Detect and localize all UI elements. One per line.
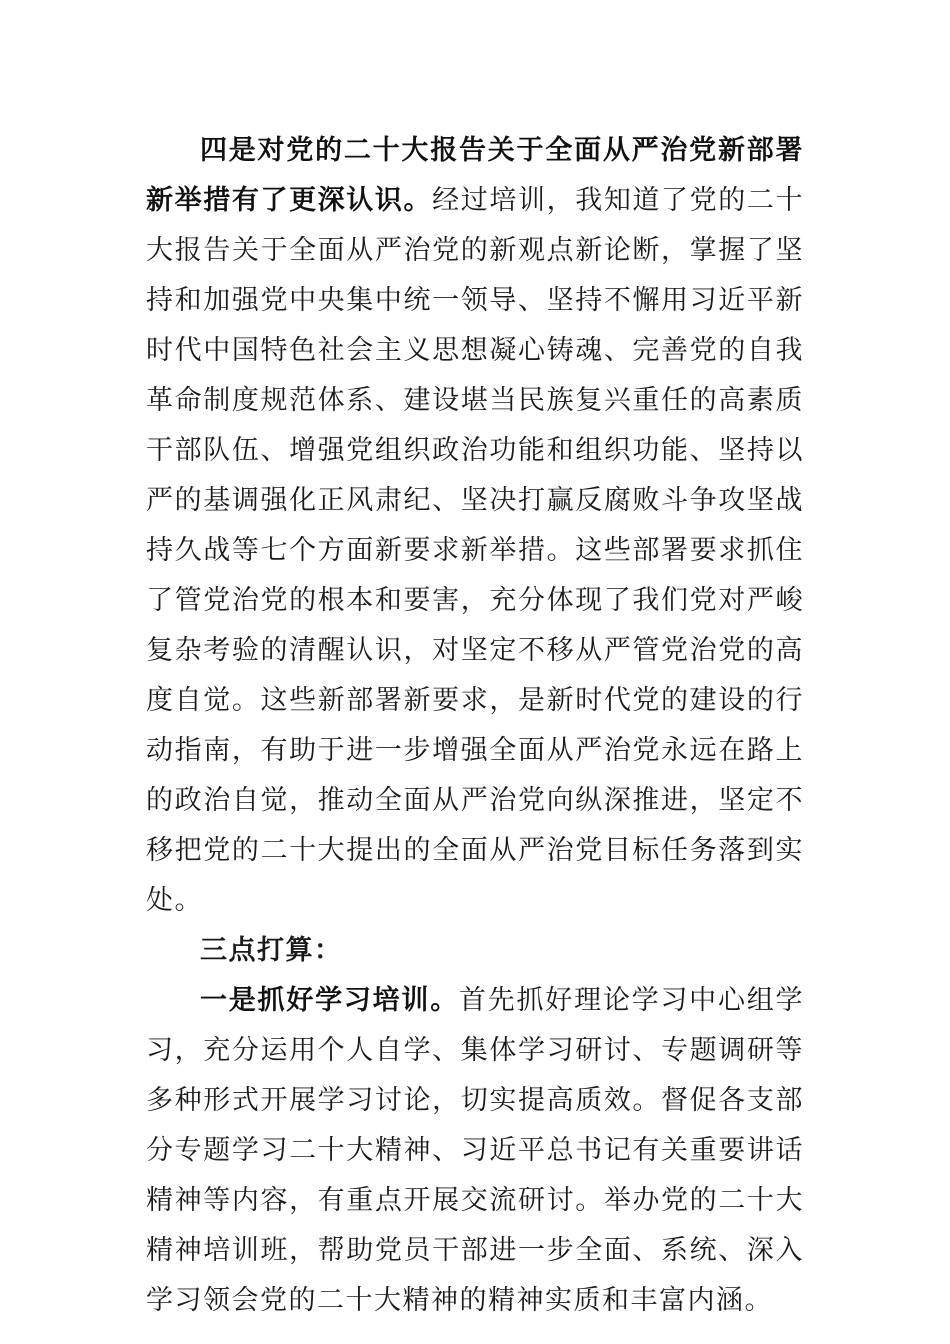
paragraph-body: 经过培训，我知道了党的二十大报告关于全面从严治党的新观点新论断，掌握了坚持和加强党中央集中统一领导、坚持不懈用习近平新时代中国特色社会主义思想凝心铸魂、完善党的自我革命制度规范体系、建设堪当民族复兴重任的高素质干部队伍、增强党组织政治功能和组织功能、坚持以严的基调强化正风肃纪、坚决打赢反腐败斗争攻坚战持久战等七个方面新要求新举措。这些部署要求抓住了管党治党的根本和要害，充分体现了我们党对严峻复杂考验的清醒认识，对坚定不移从严管党治党的高度自觉。这些新部署新要求，是新时代党的建设的行动指南，有助于进一步增强全面从严治党永远在路上的政治自觉，推动全面从严治党向纵深推进，坚定不移把党的二十大提出的全面从严治党目标任务落到实处。 — [146, 185, 805, 916]
paragraph-body: 首先抓好理论学习中心组学习，充分运用个人自学、集体学习研讨、专题调研等多种形式开展学习讨论，切实提高质效。督促各支部分专题学习二十大精神、习近平总书记有关重要讲话精神等内容，有重点开展交流研讨。举办党的二十大精神培训班，帮助党员干部进一步全面、系统、深入学习领会党的二十大精神的精神实质和丰富内涵。 — [146, 985, 805, 1316]
paragraph-plan-one — [146, 976, 804, 1326]
paragraph-lead: 一是抓好学习培训。 — [200, 985, 459, 1016]
paragraph-point-four — [146, 126, 804, 926]
section-heading: 三点打算： — [200, 935, 343, 966]
paragraph-lead: 四是对党的二十大报告关于全面从严治党新部署新举措有了更深认识。 — [146, 135, 804, 216]
